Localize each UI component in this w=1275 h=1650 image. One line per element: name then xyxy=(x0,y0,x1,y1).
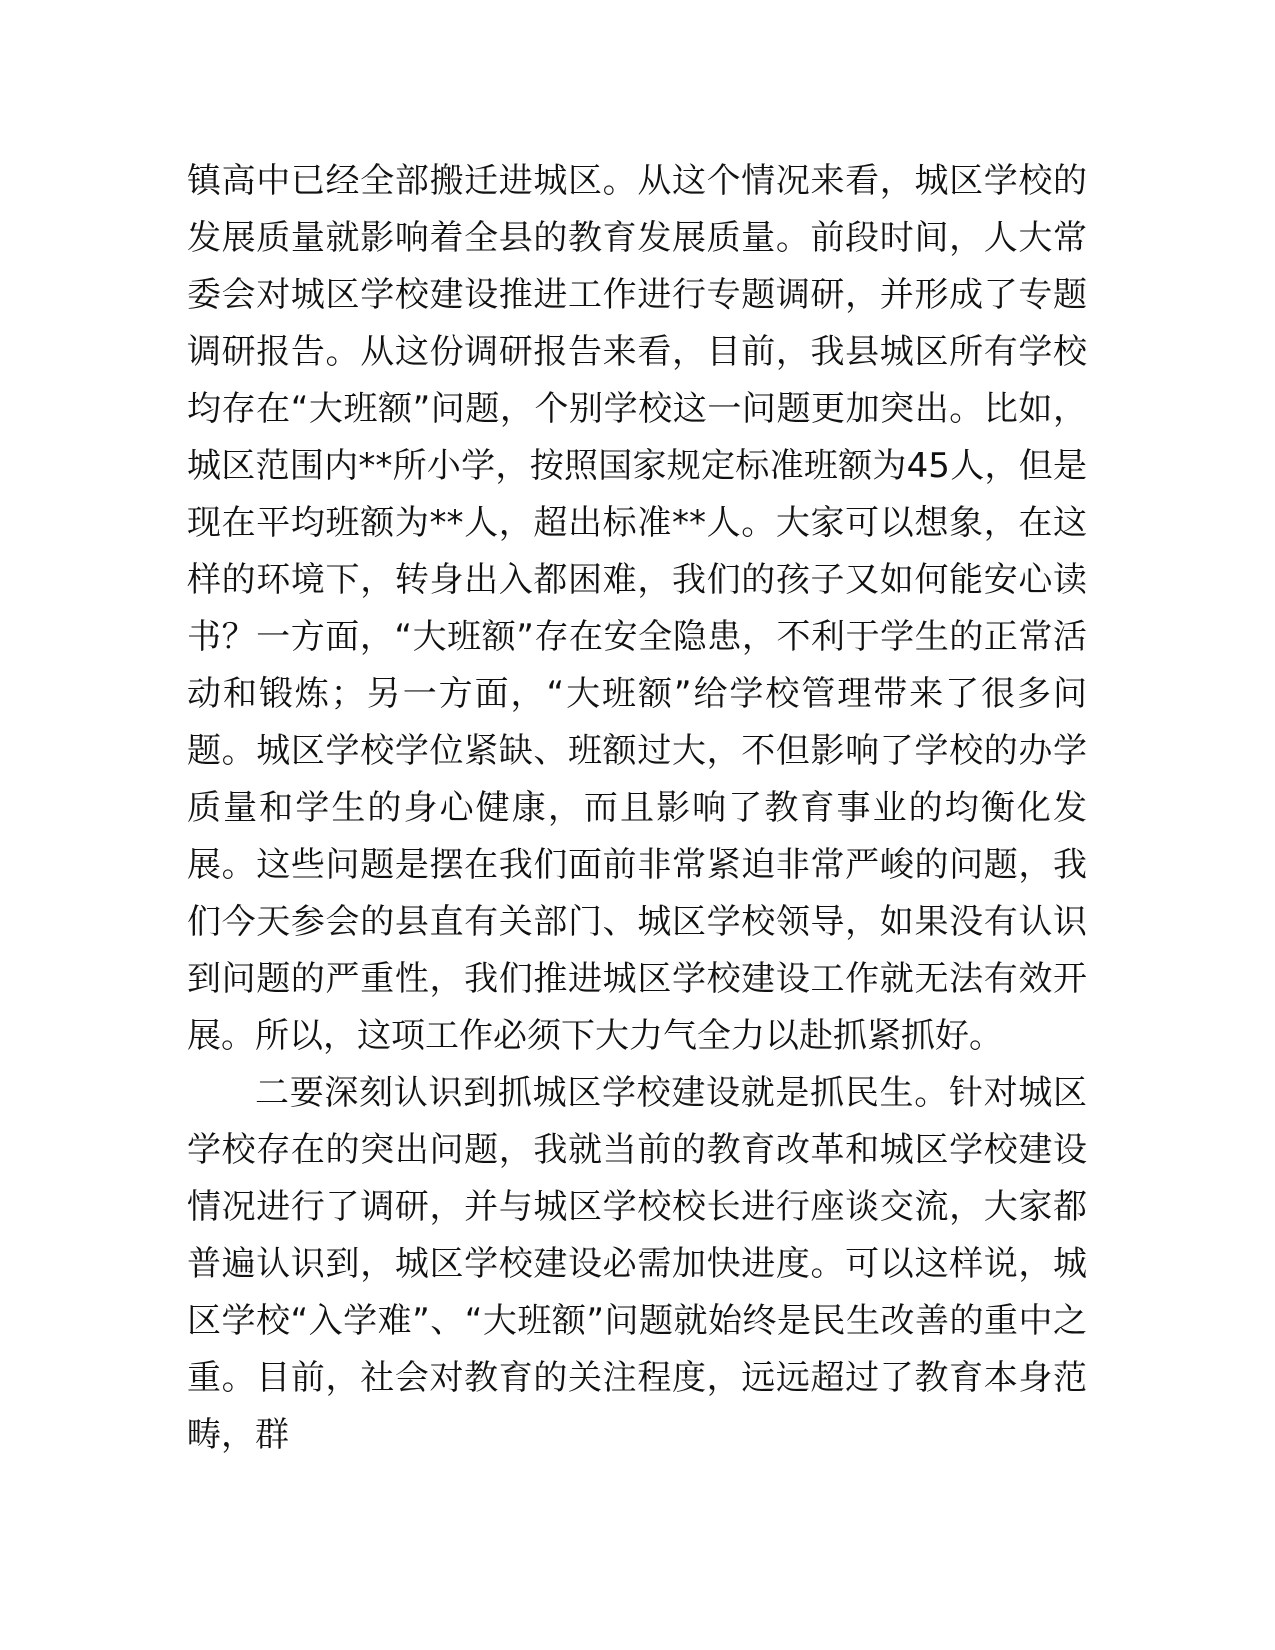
body-paragraph-1: 镇高中已经全部搬迁进城区。从这个情况来看，城区学校的发展质量就影响着全县的教育发展质量。前段时间，人大常委会对城区学校建设推进工作进行专题调研，并形成了专题调研报告。从这份调研报告来看，目前，我县城区所有学校均存在“大班额”问题，个别学校这一问题更加突出。比如，城区范围内**所小学，按照国家规定标准班额为45人，但是现在平均班额为**人，超出标准**人。大家可以想象，在这样的环境下，转身出入都困难，我们的孩子又如何能安心读书？一方面，“大班额”存在安全隐患，不利于学生的正常活动和锻炼；另一方面，“大班额”给学校管理带来了很多问题。城区学校学位紧缺、班额过大，不但影响了学校的办学质量和学生的身心健康，而且影响了教育事业的均衡化发展。这些问题是摆在我们面前非常紧迫非常严峻的问题，我们今天参会的县直有关部门、城区学校领导，如果没有认识到问题的严重性，我们推进城区学校建设工作就无法有效开展。所以，这项工作必须下大力气全力以赴抓紧抓好。 xyxy=(187,161,1087,1056)
body-paragraph-2: 二要深刻认识到抓城区学校建设就是抓民生。针对城区学校存在的突出问题，我就当前的教育改革和城区学校建设情况进行了调研，并与城区学校校长进行座谈交流，大家都普遍认识到，城区学校建设必需加快进度。可以这样说，城区学校“入学难”、“大班额”问题就始终是民生改善的重中之重。目前，社会对教育的关注程度，远远超过了教育本身范畴，群 xyxy=(187,1073,1087,1455)
document-body xyxy=(187,153,1087,1464)
